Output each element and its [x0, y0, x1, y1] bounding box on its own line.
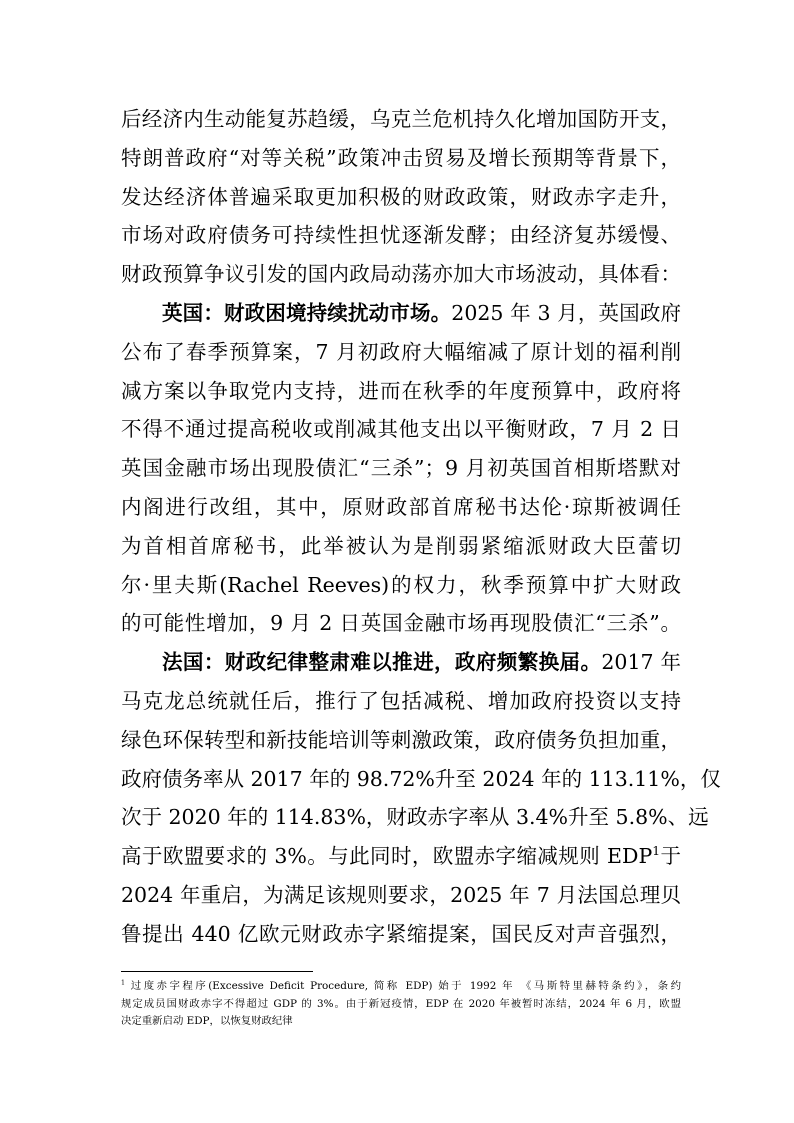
text-run: 过度赤字程序(Excessive Deficit Procedure, 简称 EDP) 始于 1992 年 《马斯特里赫特条约》，条约	[130, 980, 681, 992]
body-text	[121, 100, 721, 954]
text-line: 后经济内生动能复苏趋缓，乌克兰危机持久化增加国防开支，	[121, 107, 681, 131]
text-line: 英国金融市场出现股债汇“三杀”；9 月初英国首相斯塔默对	[121, 456, 681, 481]
text-line: 尔·里夫斯(Rachel Reeves)的权力，秋季预算中扩大财政	[121, 572, 681, 597]
text-line: 鲁提出 440 亿欧元财政赤字紧缩提案，国民反对声音强烈，	[121, 921, 681, 946]
text-line: 马克龙总统就任后，推行了包括减税、增加政府投资以支持	[121, 688, 681, 713]
text-line: 为首相首席秘书，此举被认为是削弱紧缩派财政大臣蕾切	[121, 533, 681, 558]
text-run: 2025 年 3 月，英国政府	[451, 300, 682, 325]
text-run: 2017 年	[601, 650, 682, 675]
text-line: 市场对政府债务可持续性担忧逐渐发酵；由经济复苏缓慢、	[121, 223, 681, 248]
text-line: 2024 年重启，为满足该规则要求，2025 年 7 月法国总理贝	[121, 882, 681, 907]
text-line: 绿色环保转型和新技能培训等刺激政策，政府债务负担加重，	[121, 727, 681, 752]
footnote-ref: 1	[652, 844, 661, 859]
paragraph-france	[121, 643, 721, 953]
text-line	[121, 837, 681, 876]
text-line: 特朗普政府“对等关税”政策冲击贸易及增长预期等背景下，	[121, 145, 681, 170]
text-line: 内阁进行改组，其中，原财政部首席秘书达伦·琼斯被调任	[121, 494, 681, 519]
footnote-divider	[121, 971, 313, 972]
text-line: 政府债务率从 2017 年的 98.72%升至 2024 年的 113.11%，仅	[121, 766, 721, 791]
footnote	[121, 978, 681, 1031]
text-line: 次于 2020 年的 114.83%，财政赤字率从 3.4%升至 5.8%、远	[121, 805, 709, 830]
paragraph-lead-uk: 英国：财政困境持续扰动市场。	[162, 300, 452, 325]
text-line: 不得不通过提高税收或削减其他支出以平衡财政，7 月 2 日	[121, 417, 681, 442]
text-line: 的可能性增加，9 月 2 日英国金融市场再现股债汇“三杀”。	[121, 611, 681, 636]
paragraph-intro	[121, 100, 681, 294]
text-run: 高于欧盟要求的 3%。与此同时，欧盟赤字缩减规则 EDP	[121, 844, 653, 869]
footnote-line: 规定成员国财政赤字不得超过 GDP 的 3%。由于新冠疫情，EDP 在 2020 年被暂时冻结，2024 年 6 月，欧盟	[121, 997, 681, 1010]
text-line	[121, 294, 681, 333]
paragraph-uk	[121, 294, 681, 643]
text-line	[121, 643, 681, 682]
footnote-marker: 1	[121, 979, 125, 987]
text-run: 于	[660, 844, 682, 869]
text-line: 减方案以争取党内支持，进而在秋季的年度预算中，政府将	[121, 378, 681, 403]
text-line: 发达经济体普遍采取更加积极的财政政策，财政赤字走升，	[121, 184, 681, 209]
paragraph-lead-france: 法国：财政纪律整肃难以推进，政府频繁换届。	[162, 650, 602, 675]
text-line: 公布了春季预算案，7 月初政府大幅缩减了原计划的福利削	[121, 339, 681, 364]
text-line: 财政预算争议引发的国内政局动荡亦加大市场波动，具体看：	[121, 262, 681, 287]
footnote-line	[121, 978, 681, 996]
footnote-line: 决定重新启动 EDP，以恢复财政纪律	[121, 1015, 293, 1027]
